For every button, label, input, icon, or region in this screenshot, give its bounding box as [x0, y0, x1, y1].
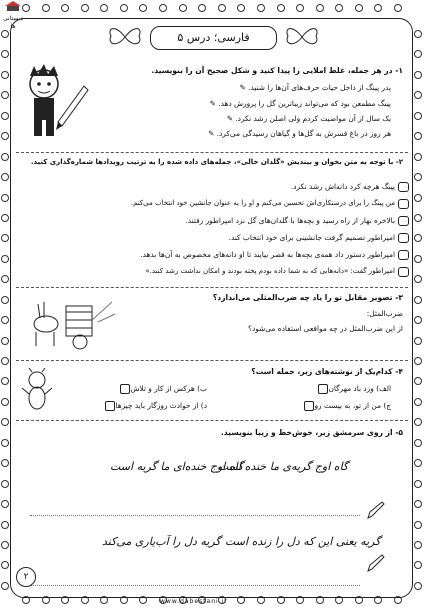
q4-option-c: ج) من از تو، به بیست رو: [301, 401, 391, 411]
q2-item-1: پینگ هرچه کرد دانه‌اش رشد نکرد.: [290, 182, 395, 191]
q1-item-3: یک سال از آن مواضبت کردم ولی اصلن رشد نکرد. ✎: [226, 114, 391, 123]
divider: [16, 287, 408, 288]
q4-checkbox-d[interactable]: [105, 401, 115, 411]
q1-item-4: هر روز در باغ قسرش به گل‌ها و گیاهان رسیدگی می‌کرد. ✎: [208, 129, 391, 138]
q2-order-box-3[interactable]: [398, 216, 409, 226]
copy-line-3: گریه دل را آب‌یاری می‌کند: [102, 535, 221, 548]
q3-followup: از این ضرب‌المثل در چه مواقعی استفاده می‌شود؟: [248, 324, 403, 333]
butterfly-left-icon: [105, 24, 145, 50]
q4-prompt: ۴- کدام‌یک از نوشته‌های زیر، جمله است؟: [251, 367, 403, 376]
pencil-icon: [366, 553, 386, 573]
q4-option-a: الف) وزد باد مهرگان: [315, 384, 391, 394]
q2-item-2: من پینگ را برای درستکاری‌اش تحسین می‌کنم و او را به عنوان جانشین خود انتخاب می‌کنم.: [130, 199, 395, 207]
q1-prompt: ۱- در هر جمله، غلط املایی را پیدا کنید و شکل صحیح آن را بنویسید.: [151, 66, 403, 75]
footer-url[interactable]: www.dabestani.ir: [160, 598, 228, 605]
q2-order-box-4[interactable]: [398, 233, 409, 243]
q4-option-d: د) از حوادث روزگار باید چیزها: [102, 401, 207, 411]
insect-character-illustration: [20, 368, 54, 414]
donkey-cart-illustration: [20, 292, 120, 352]
q2-order-box-2[interactable]: [398, 199, 409, 209]
copy-line-4: گریه یعنی این که دل را زنده است: [225, 535, 381, 548]
divider: [16, 152, 408, 153]
page-number: ۲: [16, 567, 36, 587]
divider: [16, 360, 408, 361]
q5-prompt: ۵- از روی سرمشق زیر، خوش‌خط و زیبا بنویسید.: [220, 428, 403, 437]
copy-line-2: گاه اوج گریه‌ی ما خنده است: [218, 460, 349, 473]
q2-order-box-5[interactable]: [398, 250, 409, 260]
boy-with-pencil-illustration: [18, 62, 90, 142]
q1-item-1: پدر پینگ از داخل حیات حرف‌های آن‌ها را شنید. ✎: [239, 83, 391, 92]
q2-order-box-6[interactable]: [398, 267, 409, 277]
q2-item-4: امپراطور تصمیم گرفت جانشینی برای خود انتخاب کند.: [228, 233, 395, 242]
writing-line[interactable]: [30, 515, 360, 516]
q2-item-6: امپراطور گفت: «دانه‌هایی که به شما داده بودم پخته بودند و امکان نداشت رشد کنند.»: [145, 267, 395, 275]
butterfly-right-icon: [282, 24, 322, 50]
logo-text: دبستانی ها: [2, 15, 23, 30]
lesson-title: فارسی؛ درس ۵: [150, 26, 277, 50]
q4-checkbox-c[interactable]: [304, 401, 314, 411]
writing-line[interactable]: [30, 585, 360, 586]
q1-item-2: پینگ مطمعن بود که می‌تواند زیباترین گل را پرورش دهد. ✎: [209, 99, 391, 108]
border-dots-right: [414, 30, 424, 590]
q3-prompt: ۳- تصویر مقابل تو را یاد چه ضرب‌المثلی می‌اندازد؟: [212, 293, 403, 302]
q2-order-box-1[interactable]: [398, 182, 409, 192]
divider: [16, 420, 408, 421]
q2-item-3: بالاخره بهار از راه رسید و بچه‌ها با گلدان‌های گل نزد امپراطور رفتند.: [185, 216, 395, 225]
q2-item-5: امپراطور دستور داد همه‌ی بچه‌ها به قصر بیایند تا او دانه‌های مخصوص به آن‌ها بدهد.: [140, 250, 395, 259]
border-dots-top: [22, 4, 402, 14]
q4-checkbox-b[interactable]: [120, 384, 130, 394]
q4-option-b: ب) هرکس از کار و تلاش: [117, 384, 207, 394]
house-logo-icon: [3, 0, 23, 12]
q4-checkbox-a[interactable]: [318, 384, 328, 394]
q3-answer-label: ضرب‌المثل:: [366, 309, 403, 318]
q2-prompt: ۲- با توجه به متن بخوان و بیندیش «گلدان خالی»، جمله‌های داده شده را به ترتیب رویدادها شماره‌گذاری کنید.: [30, 158, 403, 166]
pencil-icon: [366, 500, 386, 520]
copy-line-1: گاه اوج خنده‌ای ما گریه است: [110, 460, 244, 473]
